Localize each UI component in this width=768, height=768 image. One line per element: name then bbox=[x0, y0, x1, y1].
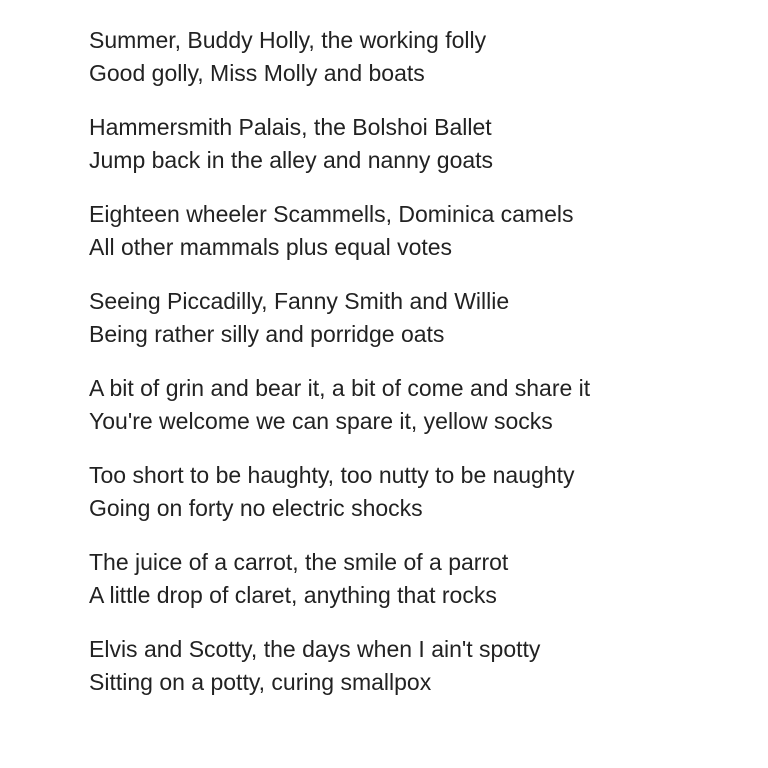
verse-line: A little drop of claret, anything that rocks bbox=[89, 582, 497, 608]
verse-line: Too short to be haughty, too nutty to be naughty bbox=[89, 462, 575, 488]
lyrics-body bbox=[89, 24, 749, 720]
verse-line: Hammersmith Palais, the Bolshoi Ballet bbox=[89, 114, 492, 140]
verse-line: Sitting on a potty, curing smallpox bbox=[89, 669, 432, 695]
verse-6 bbox=[89, 459, 749, 525]
verse-3 bbox=[89, 198, 749, 264]
verse-line: Going on forty no electric shocks bbox=[89, 495, 423, 521]
verse-line: All other mammals plus equal votes bbox=[89, 234, 453, 260]
verse-8 bbox=[89, 633, 749, 699]
verse-7 bbox=[89, 546, 749, 612]
verse-line: Jump back in the alley and nanny goats bbox=[89, 147, 494, 173]
verse-4 bbox=[89, 285, 749, 351]
verse-line: Elvis and Scotty, the days when I ain't spotty bbox=[89, 636, 541, 662]
verse-line: Summer, Buddy Holly, the working folly bbox=[89, 27, 487, 53]
verse-line: Being rather silly and porridge oats bbox=[89, 321, 445, 347]
verse-line: Eighteen wheeler Scammells, Dominica camels bbox=[89, 201, 574, 227]
verse-line: Seeing Piccadilly, Fanny Smith and Willie bbox=[89, 288, 510, 314]
verse-line: A bit of grin and bear it, a bit of come and share it bbox=[89, 375, 591, 401]
verse-2 bbox=[89, 111, 749, 177]
verse-line: You're welcome we can spare it, yellow socks bbox=[89, 408, 553, 434]
verse-line: The juice of a carrot, the smile of a parrot bbox=[89, 549, 509, 575]
verse-1 bbox=[89, 24, 749, 90]
verse-line: Good golly, Miss Molly and boats bbox=[89, 60, 425, 86]
verse-5 bbox=[89, 372, 749, 438]
